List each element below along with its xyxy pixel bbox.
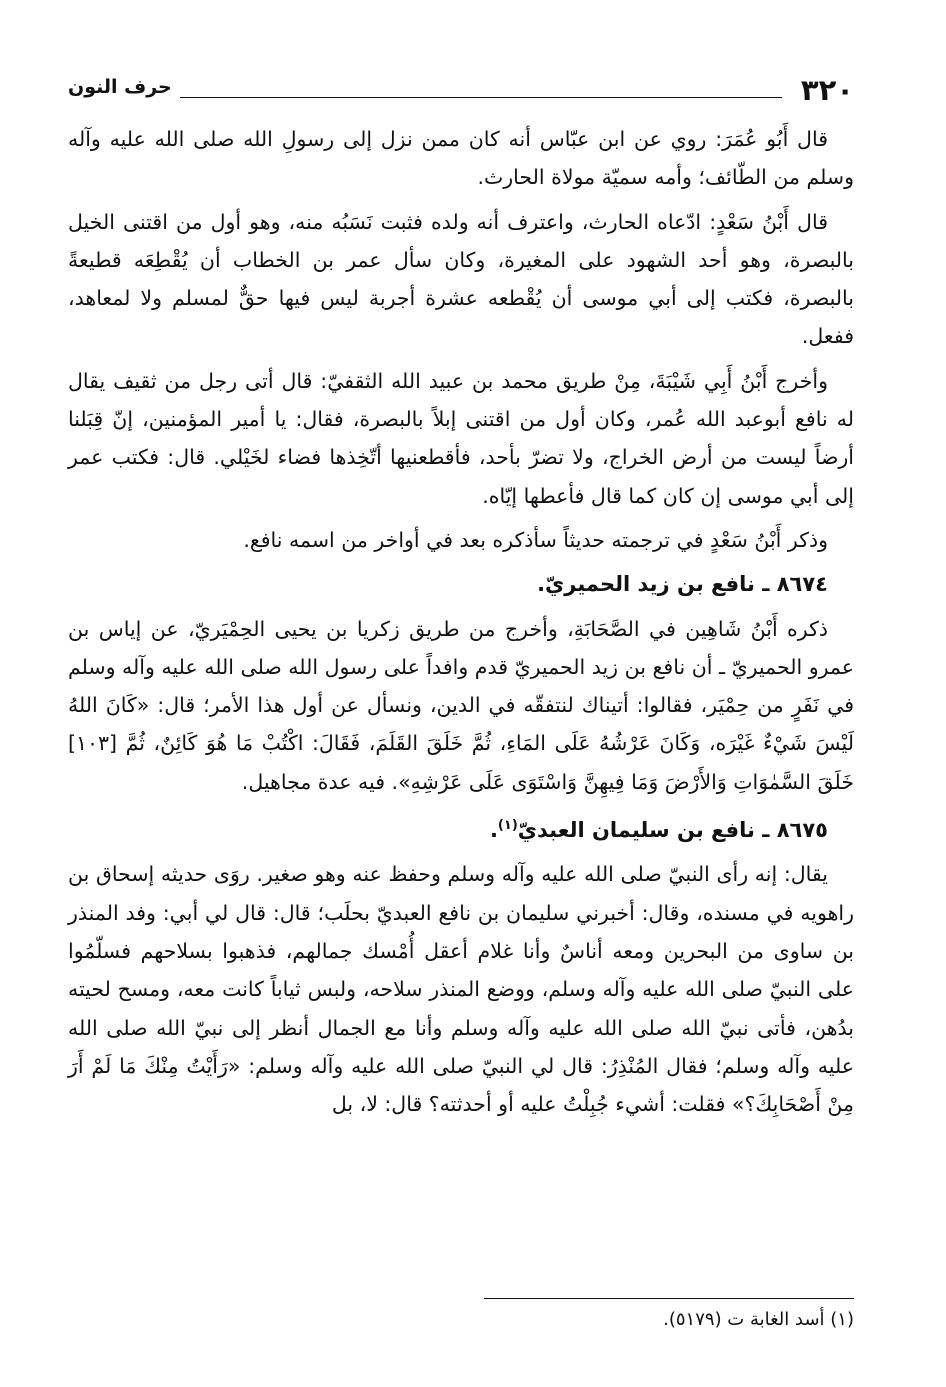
section-title: حرف النون xyxy=(68,76,172,98)
paragraph-ibn-abi-shayba: وأخرج أَبْنُ أَبِي شَيْبَةَ، مِنْ طريق محمد بن عبيد الله الثقفيّ: قال أتى رجل من ثقيف يقال له نافع أبوعبد الله عُمر، وكان أول من اقتنى إبلاً بالبصرة، فقال: يا أمير المؤمنين، إنّ قِبَلنا أرضاً ليست من أرض الخراج، ولا تضرّ بأحد، فأقطعنيها أتّخِذها فضاء لخَيْلي. قال: فكتب عمر إلى أبي موسى إن كان كما قال فأعطها إيّاه. xyxy=(68,368,854,508)
footnote: (١) أسد الغابة ت (٥١٧٩). xyxy=(663,1309,854,1330)
entry-heading-8675-end: . xyxy=(489,818,498,843)
footnote-marker: (١) xyxy=(497,818,518,834)
entry-heading-8674: ٨٦٧٤ ـ نافع بن زيد الحميريّ. xyxy=(537,572,828,597)
page-number: ٣٢٠ xyxy=(800,73,854,107)
entry-text-8675: يقال: إنه رأى النبيّ صلى الله عليه وآله وسلم وحفظ عنه وهو صغير. روَى حديثه إسحاق بن راهويه في مسنده، وقال: أخبرني سليمان بن نافع العبديّ بحلَب؛ قال: قال لي أبي: وفد المنذر بن ساوى من البحرين ومعه أناسٌ وأنا غلام أعقل أُمْسك جمالهم، فذهبوا بسلاحهم فسلّمُوا على النبيّ صلى الله عليه وآله وسلم، ووضع المنذر سلاحه، ولبس ثياباً كانت معه، ومسح لحيته بدُهن، فأتى نبيّ الله صلى الله عليه وآله وسلم وأنا مع الجمال أنظر إلى نبيّ الله صلى الله عليه وآله وسلم؛ فقال المُنْذِرُ: قال لي النبيّ صلى الله عليه وآله وسلم: «رَأَيْتُ مِنْكَ مَا لَمْ أَرَ مِنْ أَصْحَابِكَ؟» فقلت: أشيء جُبِلْتُ عليه أو أحدثته؟ قال: لا، بل xyxy=(68,862,854,1117)
entry-text-8674: ذكره أَبْنُ شَاهِين في الصَّحَابَةِ، وأخرج من طريق زكريا بن يحيى الحِمْيَريّ، عن إياس بن عمرو الحميريّ ـ أن نافع بن زيد الحميريّ قدم وافداً على رسول الله صلى الله عليه وآله وسلم في نَفَرٍ من حِمْيَر، فقالوا: أتيناك لنتفقّه في الدين، ونسأل عن أول هذا الأمر؛ قال: «كَانَ اللهُ لَيْسَ شَيْءٌ غَيْرَه، وَكَانَ عَرْشُهُ عَلَى المَاءِ، ثُمَّ خَلَقَ القَلَمَ، فَقَالَ: اكْتُبْ مَا هُوَ كَائِنٌ، ثُمَّ [١٠٣] خَلَقَ السَّمٰوَاتِ وَالأَرْضَ وَمَا فِيهِنَّ وَاسْتَوَى عَلَى عَرْشِهِ». فيه عدة مجاهيل. xyxy=(68,616,854,794)
entry-heading-8675-title: ٨٦٧٥ ـ نافع بن سليمان العبديّ xyxy=(517,818,828,843)
entry-heading-8675 xyxy=(68,807,854,849)
header-rule xyxy=(180,97,782,98)
paragraph-ibn-sad: قال أَبْنُ سَعْدٍ: ادّعاه الحارث، واعترف أنه ولده فثبت نَسَبُه منه، وهو أول من اقتنى الخيل بالبصرة، وهو أحد الشهود على المغيرة، وكان سأل عمر بن الخطاب أن يُقْطِعَه قطيعةً بالبصرة، فكتب إلى أبي موسى أن يُقْطعه عشرة أجربة ليس فيها حقٌّ لمسلم ولا لمعاهد، ففعل. xyxy=(68,209,854,349)
paragraph-abu-umar: قال أَبُو عُمَرَ: روي عن ابن عبّاس أنه كان ممن نزل إلى رسولِ الله صلى الله عليه وآله وسلم من الطّائف؛ وأمه سميّة مولاة الحارث. xyxy=(68,127,854,190)
paragraph-ibn-sad-mention: وذكر أَبْنُ سَعْدٍ في ترجمته حديثاً سأذكره بعد في أواخر من اسمه نافع. xyxy=(243,527,828,552)
footnote-rule xyxy=(484,1298,854,1299)
body-text xyxy=(68,120,854,1129)
running-header xyxy=(68,70,854,110)
